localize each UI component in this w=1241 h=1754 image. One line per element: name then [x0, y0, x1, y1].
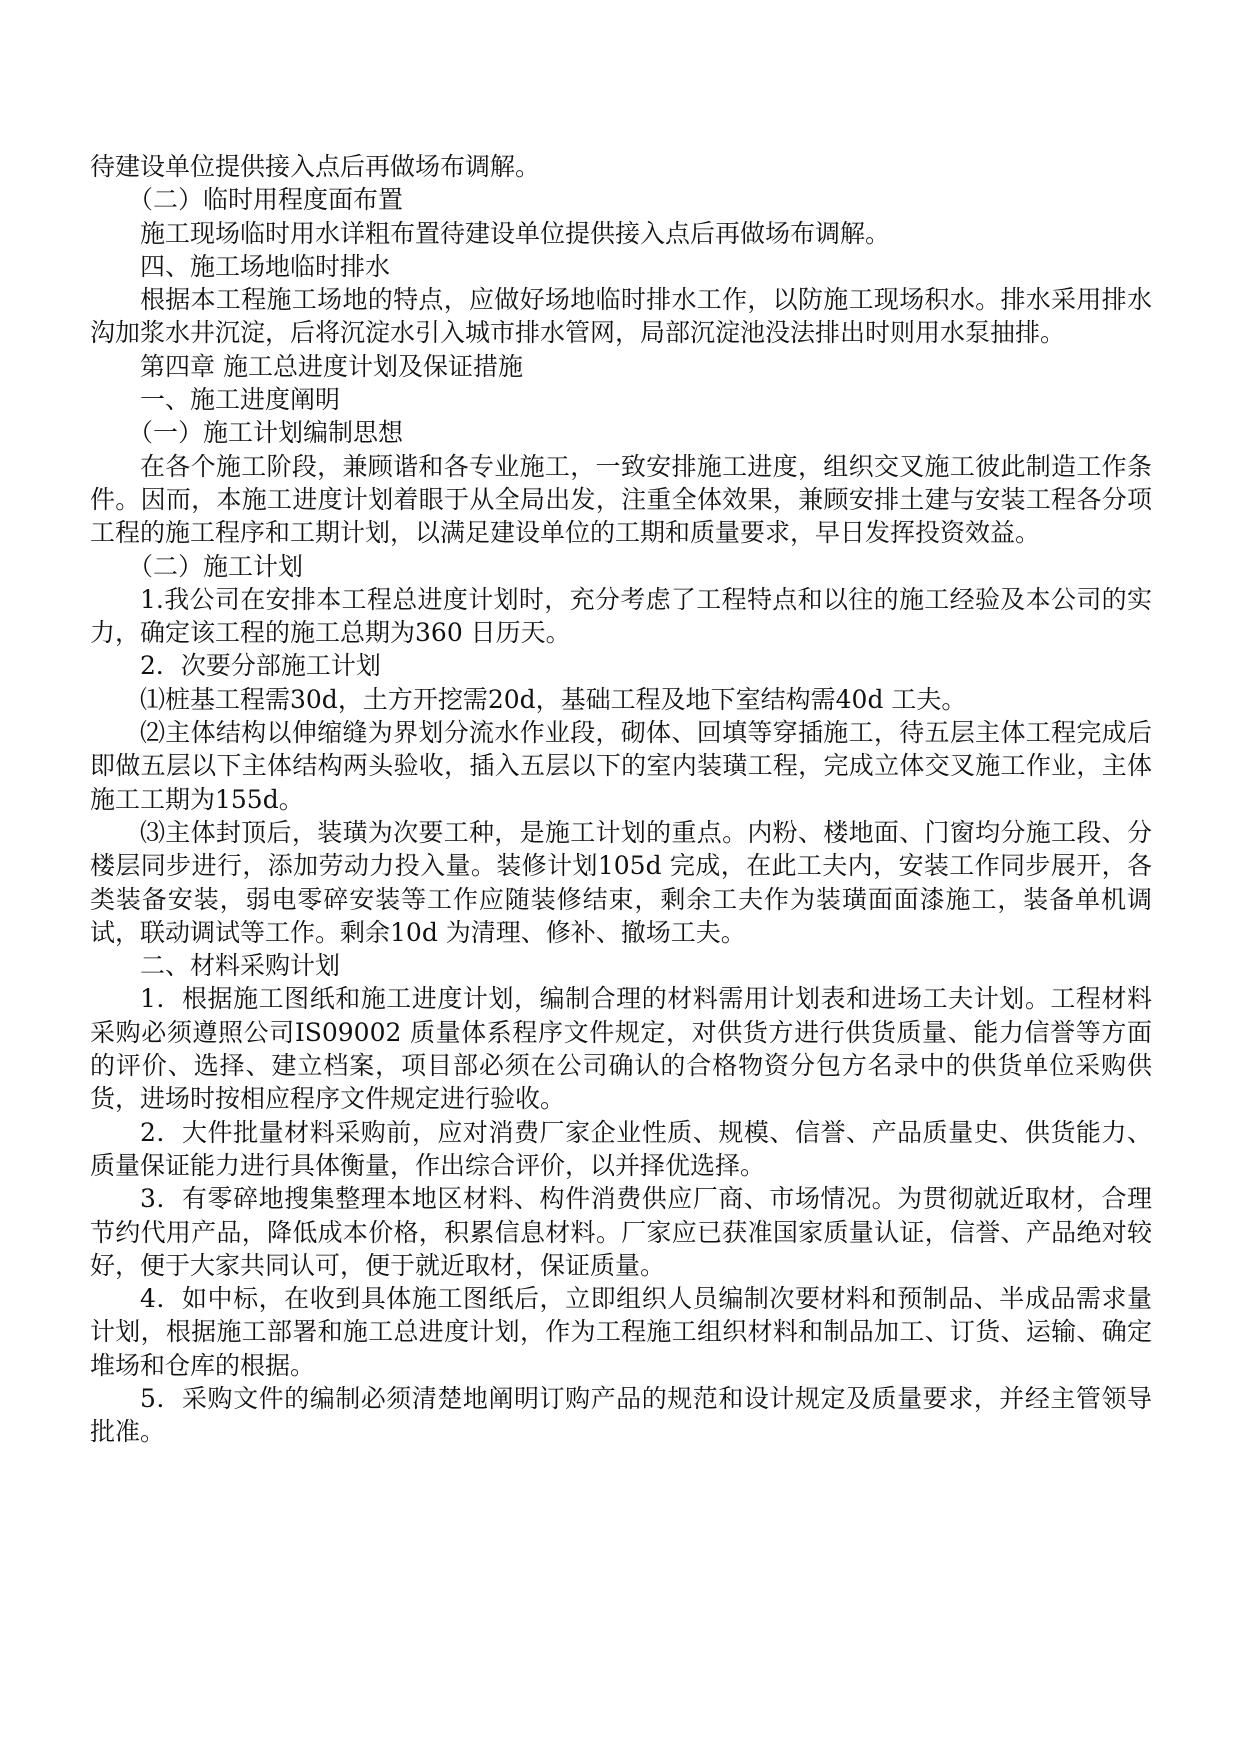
paragraph-plan-philosophy: 在各个施工阶段，兼顾谐和各专业施工，一致安排施工进度，组织交叉施工彼此制造工作条件。因而，本施工进度计划着眼于从全局出发，注重全体效果，兼顾安排土建与安装工程各分项工程的施工程序和工期计划，以满足建设单位的工期和质量要求，早日发挥投资效益。 — [90, 451, 1152, 548]
paragraph-procurement-2: 2．大件批量材料采购前，应对消费厂家企业性质、规模、信誉、产品质量史、供货能力、质量保证能力进行具体衡量，作出综合评价，以并择优选择。 — [90, 1117, 1152, 1180]
chapter-heading: 第四章 施工总进度计划及保证措施 — [140, 351, 523, 381]
heading-progress-explanation: 一、施工进度阐明 — [140, 385, 341, 415]
paragraph-procurement-4: 4．如中标，在收到具体施工图纸后，立即组织人员编制次要材料和预制品、半成品需求量计划，根据施工部署和施工总进度计划，作为工程施工组织材料和制品加工、订货、运输、确定堆场和仓库的根据。 — [90, 1284, 1152, 1380]
paragraph-procurement-1: 1．根据施工图纸和施工进度计划，编制合理的材料需用计划表和进场工夫计划。工程材料采购必须遵照公司IS09002 质量体系程序文件规定，对供货方进行供货质量、能力信誉等方面的评价、选择、建立档案，项目部必须在公司确认的合格物资分包方名录中的供货单位采购供货，进场时按相应程序文件规定进行验收。 — [90, 984, 1152, 1114]
subheading-construction-plan: （二）施工计划 — [128, 551, 304, 581]
paragraph-drainage: 根据本工程施工场地的特点，应做好场地临时排水工作，以防施工现场积水。排水采用排水沟加浆水井沉淀，后将沉淀水引入城市排水管网，局部沉淀池没法排出时则用水泵抽排。 — [90, 285, 1152, 348]
subheading-temporary-layout: （二）临时用程度面布置 — [128, 185, 404, 215]
heading-temporary-drainage: 四、施工场地临时排水 — [140, 251, 391, 281]
paragraph-continuation: 待建设单位提供接入点后再做场布调解。 — [90, 152, 541, 181]
heading-material-procurement: 二、材料采购计划 — [140, 951, 341, 981]
paragraph-procurement-3: 3．有零碎地搜集整理本地区材料、构件消费供应厂商、市场情况。为贯彻就近取材，合理节约代用产品，降低成本价格，积累信息材料。厂家应已获准国家质量认证，信誉、产品绝对较好，便于大家共同认可，便于就近取材，保证质量。 — [90, 1184, 1152, 1280]
document-page — [90, 150, 1152, 1449]
paragraph-plan-sub-2: ⑵主体结构以伸缩缝为界划分流水作业段，砌体、回填等穿插施工，待五层主体工程完成后即做五层以下主体结构两头验收，插入五层以下的室内装璜工程，完成立体交叉施工作业，主体施工工期为155d。 — [90, 718, 1152, 814]
paragraph-plan-sub-3: ⑶主体封顶后，装璜为次要工种，是施工计划的重点。内粉、楼地面、门窗均分施工段、分楼层同步进行，添加劳动力投入量。装修计划105d 完成，在此工夫内，安装工作同步展开，各类装备安装，弱电零碎安装等工作应随装修结束，剩余工夫作为装璜面面漆施工，装备单机调试，联动调试等工作。剩余10d 为清理、修补、撤场工夫。 — [90, 817, 1152, 947]
paragraph-water-layout: 施工现场临时用水详粗布置待建设单位提供接入点后再做场布调解。 — [140, 218, 891, 248]
paragraph-plan-item-1: 1.我公司在安排本工程总进度计划时，充分考虑了工程特点和以往的施工经验及本公司的实力，确定该工程的施工总期为360 日历天。 — [90, 584, 1152, 648]
subheading-plan-philosophy: （一）施工计划编制思想 — [128, 418, 404, 448]
paragraph-plan-item-2: 2．次要分部施工计划 — [140, 651, 381, 681]
paragraph-plan-sub-1: ⑴桩基工程需30d，土方开挖需20d，基础工程及地下室结构需40d 工夫。 — [140, 684, 967, 714]
paragraph-procurement-5: 5．采购文件的编制必须清楚地阐明订购产品的规范和设计规定及质量要求，并经主管领导批准。 — [90, 1383, 1152, 1447]
